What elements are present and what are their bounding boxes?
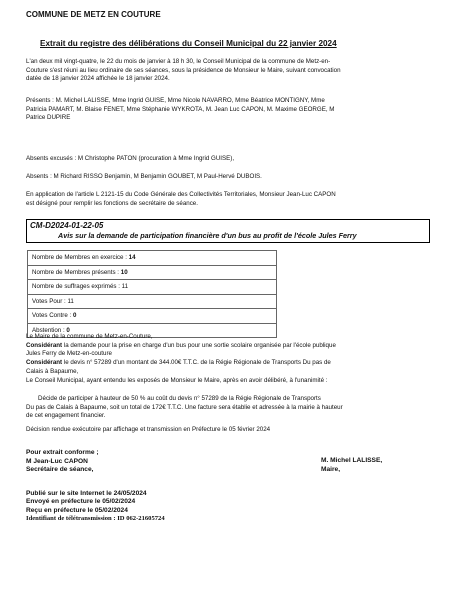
intro-line: datée de 18 janvier 2024 affichée le 18 janvier 2024.: [26, 75, 170, 83]
commune-name: COMMUNE DE METZ EN COUTURE: [26, 10, 161, 19]
footer-line: Publié sur le site Internet le 24/05/2024: [26, 490, 147, 497]
conseil-paragraph: [26, 377, 424, 386]
presents-line: Patricia PAMART, M. Blaise FENET, Mme Stéphanie WYKROTA, M. Jean Luc CAPON, M. Maxime GEORGE, M: [26, 105, 335, 113]
absents: [26, 173, 424, 182]
footer-identifiant: Identifiant de télétransmission : ID 062-21605724: [26, 515, 165, 523]
table-row: [28, 265, 277, 280]
vote-value: 11: [67, 297, 74, 305]
secretaire-paragraph: [26, 191, 424, 208]
considerants-paragraph: [26, 333, 424, 377]
considerant-text: la demande pour la prise en charge d'un bus pour une sortie scolaire organisée par l'école publique: [63, 341, 336, 349]
considerant-text: Jules Ferry de Metz-en-couture: [26, 350, 112, 358]
conseil-text: Le Conseil Municipal, ayant entendu les exposés de Monsieur le Maire, après en avoir délibéré, à l'unanimité :: [26, 377, 328, 384]
considerant-text: le devis n° 57289 d'un montant de 344.00€ T.T.C. de la Régie Régionale de Transports Du pas de: [63, 359, 331, 367]
table-row: [28, 309, 277, 324]
decision-paragraph: [26, 395, 424, 421]
vote-label: Nombre de Membres présents :: [32, 268, 120, 276]
deliberation-code: CM-D2024-01-22-05: [30, 221, 104, 230]
intro-line: Couture s'est réuni au lieu ordinaire de ses séances, sous la présidence de Monsieur le Maire, suivant convocation: [26, 66, 341, 74]
transmission-footer: [26, 490, 165, 524]
footer-line: Envoyé en préfecture le 05/02/2024: [26, 498, 136, 506]
table-row: [28, 294, 277, 309]
vote-value: 10: [120, 268, 128, 276]
signature-maire: [321, 457, 382, 474]
presents-line: Patrice DUPIRE: [26, 114, 71, 122]
secretaire-line: En application de l'article L 2121-15 du Code Générale des Collectivités Territoriales, Monsieur Jean-Luc CAPON: [26, 191, 336, 198]
footer-line: Reçu en préfecture le 05/02/2024: [26, 506, 128, 514]
secretaire-line: est désigné pour remplir les fonctions de secrétaire de séance.: [26, 199, 198, 207]
page-title: Extrait du registre des délibérations du Conseil Municipal du 22 janvier 2024: [40, 39, 337, 48]
considerant-label: Considérant: [26, 341, 63, 349]
vote-label: Nombre de Membres en exercice :: [32, 254, 127, 262]
signature-line: Pour extrait conforme ;: [26, 449, 99, 456]
considerant-text: Calais à Bapaume,: [26, 367, 79, 375]
table-row: [28, 280, 277, 295]
signature-line: M Jean-Luc CAPON: [26, 457, 88, 465]
vote-label: Votes Pour :: [32, 297, 66, 305]
decision-line: Décide de participer à hauteur de 50 % au coût du devis n° 57289 de la Régie Régionale de Transports: [26, 395, 321, 402]
presents-paragraph: [26, 97, 424, 123]
considerant-intro: Le Maire de la commune de Metz-en-Couture,: [26, 333, 153, 340]
signature-line: Maire,: [321, 465, 341, 473]
vote-value: 11: [121, 283, 129, 291]
absents-excuses: [26, 155, 424, 164]
signature-secretaire: [26, 449, 99, 475]
presents-line: Présents : M. Michel LALISSE, Mme Ingrid GUISE, Mme Nicole NAVARRO, Mme Béatrice MONTIGNY, Mme: [26, 97, 325, 104]
absents-excuses-text: Absents excusés : M Christophe PATON (procuration à Mme Ingrid GUISE),: [26, 155, 235, 162]
vote-value: 0: [66, 326, 70, 334]
decision-line: Du pas de Calais à Bapaume, soit un total de 172€ T.T.C. Une facture sera établie et adressée à la mairie à hauteur: [26, 403, 343, 411]
vote-label: Abstention :: [32, 326, 65, 334]
vote-label: Votes Contre :: [32, 312, 72, 320]
table-row: [28, 251, 277, 266]
votes-table: [27, 250, 277, 338]
vote-value: 0: [72, 312, 77, 320]
executoire-paragraph: [26, 426, 424, 435]
intro-paragraph: [26, 58, 424, 84]
deliberation-subject: Avis sur la demande de participation financière d'un bus au profit de l'école Jules Ferry: [58, 231, 357, 240]
executoire-text: Décision rendue exécutoire par affichage et transmission en Préfecture le 05 février 2024: [26, 426, 271, 433]
signature-line: Secrétaire de séance,: [26, 466, 94, 474]
signature-line: M. Michel LALISSE,: [321, 457, 383, 464]
vote-value: 14: [128, 254, 136, 262]
decision-line: de cet engagement financier.: [26, 412, 106, 420]
considerant-label: Considérant: [26, 359, 63, 367]
intro-line: L'an deux mil vingt-quatre, le 22 du mois de janvier à 18 h 30, le Conseil Municipal de la commune de Metz-en-: [26, 58, 331, 65]
absents-text: Absents : M Richard RISSO Benjamin, M Benjamin GOUBET, M Paul-Hervé DUBOIS.: [26, 173, 262, 180]
deliberation-header-box: [26, 219, 430, 243]
vote-label: Nombre de suffrages exprimés :: [32, 283, 120, 291]
